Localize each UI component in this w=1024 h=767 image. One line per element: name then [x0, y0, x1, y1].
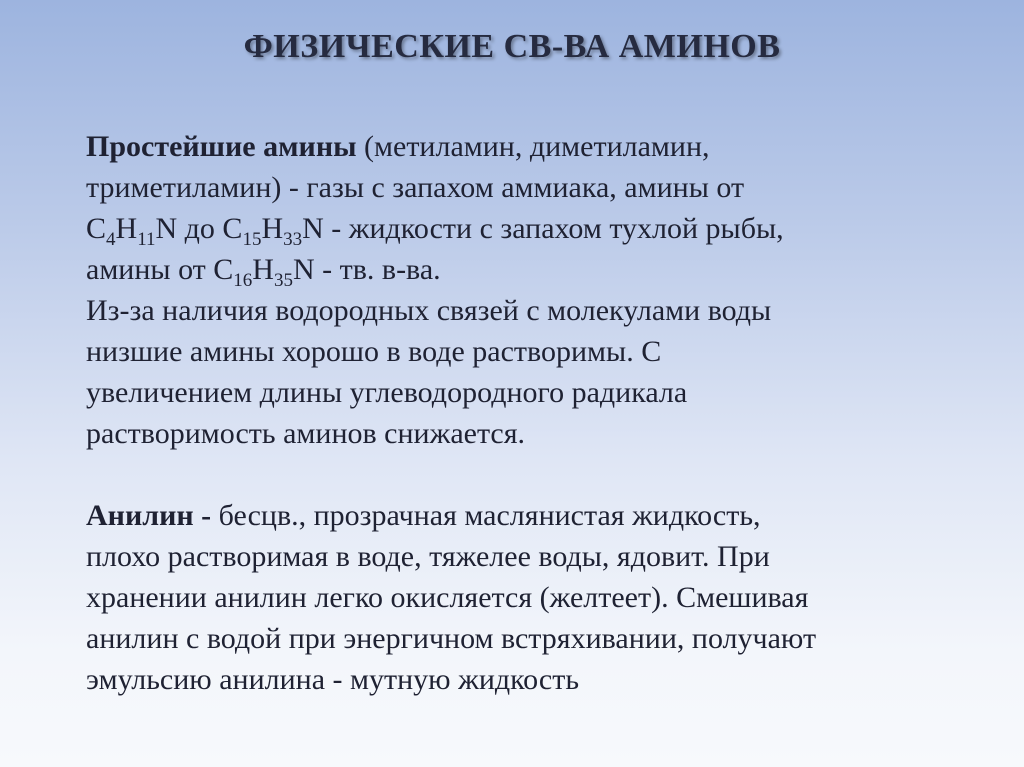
amines-line-2: триметиламин) - газы с запахом аммиака, амины от [86, 171, 745, 204]
formula-text: N - жидкости с запахом тухлой рыбы, [302, 212, 784, 245]
aniline-line-4: анилин с водой при энергичном встряхивании, получают [86, 622, 817, 655]
formula-text: H [261, 212, 284, 245]
amines-line-1-text: (метиламин, диметиламин, [356, 130, 710, 163]
formula-text: C [86, 212, 107, 245]
formula-subscript: 4 [106, 229, 116, 250]
formula-subscript: 15 [242, 229, 262, 250]
amines-line-4-formula [86, 249, 1006, 290]
aniline-line-5: эмульсию анилина - мутную жидкость [86, 663, 580, 696]
amines-line-8: растворимость аминов снижается. [86, 417, 526, 450]
formula-text: H [115, 212, 138, 245]
slide-title: ФИЗИЧЕСКИЕ СВ-ВА АМИНОВ [243, 28, 781, 65]
formula-text: N до C [155, 212, 243, 245]
formula-subscript: 35 [273, 270, 293, 291]
aniline-line-3: хранении анилин легко окисляется (желтеет). Смешивая [86, 581, 809, 614]
amines-line-5: Из-за наличия водородных связей с молекулами воды [86, 294, 772, 327]
amines-line-7: увеличением длины углеводородного радикала [86, 376, 688, 409]
amines-line-3-formula [86, 208, 1006, 249]
aniline-heading: Анилин - [86, 499, 219, 532]
formula-text: амины от C [86, 253, 234, 286]
paragraph-gap [86, 454, 1006, 495]
formula-subscript: 16 [233, 270, 253, 291]
simple-amines-heading: Простейшие амины [86, 130, 357, 163]
formula-subscript: 11 [137, 229, 156, 250]
amines-line-6: низшие амины хорошо в воде растворимы. С [86, 335, 662, 368]
formula-subscript: 33 [283, 229, 303, 250]
aniline-line-2: плохо растворимая в воде, тяжелее воды, ядовит. При [86, 540, 770, 573]
slide-body [86, 126, 1006, 700]
amines-line-1 [86, 126, 1006, 167]
aniline-line-1-text: бесцв., прозрачная маслянистая жидкость, [218, 499, 761, 532]
aniline-line-1 [86, 495, 1006, 536]
formula-text: N - тв. в-ва. [292, 253, 441, 286]
formula-text: H [252, 253, 274, 286]
